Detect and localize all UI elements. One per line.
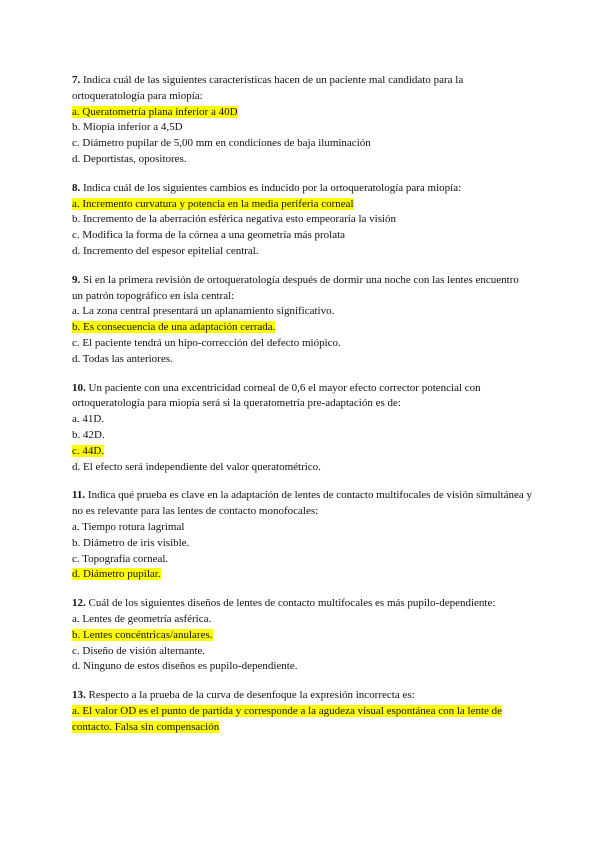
question-text: Respecto a la prueba de la curva de desenfoque la expresión incorrecta es: [88,689,415,702]
question-text: Cuál de los siguientes diseños de lentes de contacto multifocales es más pupilo-dependiente: [88,597,496,610]
question-stem [72,273,532,305]
option-a [72,105,532,121]
highlighted-answer: a. Incremento curvatura y potencia en la media periferia corneal [72,197,354,210]
question-text: Si en la primera revisión de ortoqueratología después de dormir una noche con las lentes encuentro un patrón topográfico en isla central: [72,273,519,302]
option-b: b. Miopía inferior a 4,5D [72,121,183,134]
question-text: Indica qué prueba es clave en la adaptación de lentes de contacto multifocales de visión simultánea y no es relevante para las lentes de contacto monofocales: [72,489,533,518]
question-8 [72,181,532,260]
question-number: 8. [72,181,81,194]
question-12 [72,596,532,675]
highlighted-answer: c. 44D. [72,444,105,457]
question-stem [72,688,532,704]
question-list [72,73,532,748]
question-7 [72,73,532,168]
highlighted-answer: b. Es consecuencia de una adaptación cerrada. [72,321,276,334]
option-c: c. Topografía corneal. [72,552,169,565]
highlighted-answer: a. Queratometría plana inferior a 40D [72,105,238,118]
highlighted-answer: d. Diámetro pupilar. [72,568,161,581]
option-a: a. La zona central presentará un aplanamiento significativo. [72,305,335,318]
option-c: c. El paciente tendrá un hipo-corrección del defecto miópico. [72,336,341,349]
option-c: c. Modifica la forma de la córnea a una geometría más prolata [72,229,346,242]
question-stem [72,488,532,520]
question-9 [72,273,532,368]
option-d: d. Incremento del espesor epitelial central. [72,244,259,257]
option-d: d. Ninguno de estos diseños es pupilo-dependiente. [72,660,298,673]
option-a [72,197,532,213]
option-c [72,444,532,460]
option-a [72,704,532,736]
option-b: b. Diámetro de iris visible. [72,536,190,549]
question-number: 13. [72,689,86,702]
question-text: Un paciente con una excentricidad corneal de 0,6 el mayor efecto corrector potencial con ortoqueratología para miopía será si la queratometría pre-adaptación es de: [72,381,481,410]
question-stem [72,73,532,105]
question-10 [72,381,532,476]
question-number: 10. [72,381,86,394]
option-a: a. 41D. [72,413,105,426]
question-text: Indica cuál de los siguientes cambios es inducido por la ortoqueratología para miopía: [83,181,462,194]
question-13 [72,688,532,735]
question-number: 7. [72,74,81,86]
option-a: a. Lentes de geometría asférica. [72,612,212,625]
option-a: a. Tiempo rotura lagrimal [72,520,185,533]
question-11 [72,488,532,583]
highlighted-answer: a. El valor OD es el punto de partida y corresponde a la agudeza visual espontánea con la lente de contacto. Falsa sin compensación [72,704,503,733]
question-number: 9. [72,273,81,286]
question-stem [72,596,532,612]
option-b: b. Incremento de la aberración esférica negativa esto empeoraría la visión [72,213,397,226]
question-text: Indica cuál de las siguientes características hacen de un paciente mal candidato para la ortoqueratología para miopía: [72,74,464,102]
question-stem [72,181,532,197]
question-number: 11. [72,489,86,502]
question-stem [72,381,532,413]
option-d: d. Todas las anteriores. [72,352,173,365]
option-d [72,567,532,583]
option-b [72,320,532,336]
option-b [72,628,532,644]
option-d: d. Deportistas, opositores. [72,152,187,165]
option-d: d. El efecto será independiente del valor queratométrico. [72,460,321,473]
highlighted-answer: b. Lentes concéntricas/anulares. [72,628,213,641]
option-c: c. Diseño de visión alternante. [72,644,206,657]
option-c: c. Diámetro pupilar de 5,00 mm en condiciones de baja iluminación [72,137,371,150]
question-number: 12. [72,597,86,610]
option-b: b. 42D. [72,428,105,441]
